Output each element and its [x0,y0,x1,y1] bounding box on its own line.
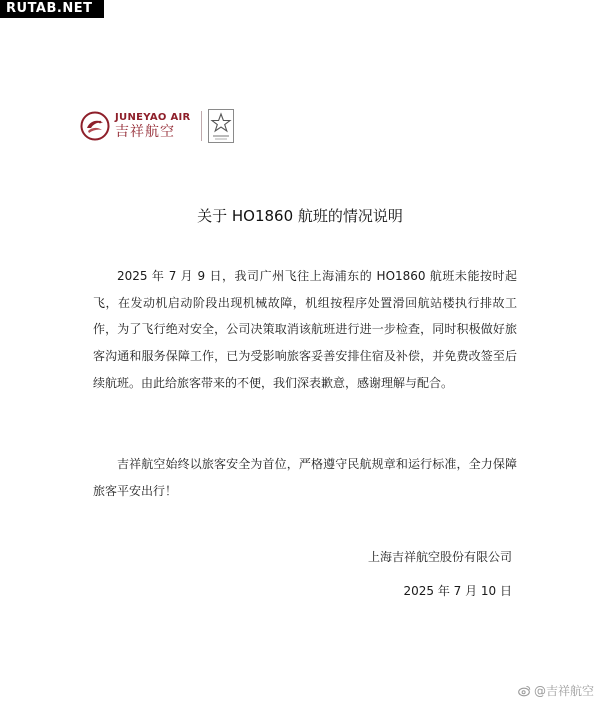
company-signature: 上海吉祥航空股份有限公司 [367,550,512,564]
brand-logo [80,106,234,146]
watermark-text: @吉祥航空 [533,684,594,698]
signature-date: 2025 年 7 月 10 日 [403,584,512,598]
brand-name-en: JUNEYAO AIR [115,111,191,123]
site-badge: RUTAB.NET [0,0,104,18]
weibo-watermark [518,682,594,699]
notice-paragraph-2: 吉祥航空始终以旅客安全为首位，严格遵守民航规章和运行标准，全力保障旅客平安出行！ [93,457,517,498]
juneyao-phoenix-emblem-icon [80,111,110,141]
notice-paragraph-1: 2025 年 7 月 9 日，我司广州飞往上海浦东的 HO1860 航班未能按时起飞，在发动机启动阶段出现机械故障，机组按程序处置滑回航站楼执行排故工作，为了飞行绝对安全，公司决策取消该航班进行进一步检查，同时积极做好旅客沟通和服务保障工作，已为受影响旅客妥善安排住宿及补偿，并免费改签至后续航班。由此给旅客带来的不便，我们深表歉意，感谢理解与配合。 [93,269,517,390]
logo-divider [201,111,202,141]
brand-name-cn: 吉祥航空 [115,123,175,140]
weibo-icon [518,684,531,697]
notice-title: 关于 HO1860 航班的情况说明 [197,207,403,225]
star-alliance-icon [208,109,234,143]
